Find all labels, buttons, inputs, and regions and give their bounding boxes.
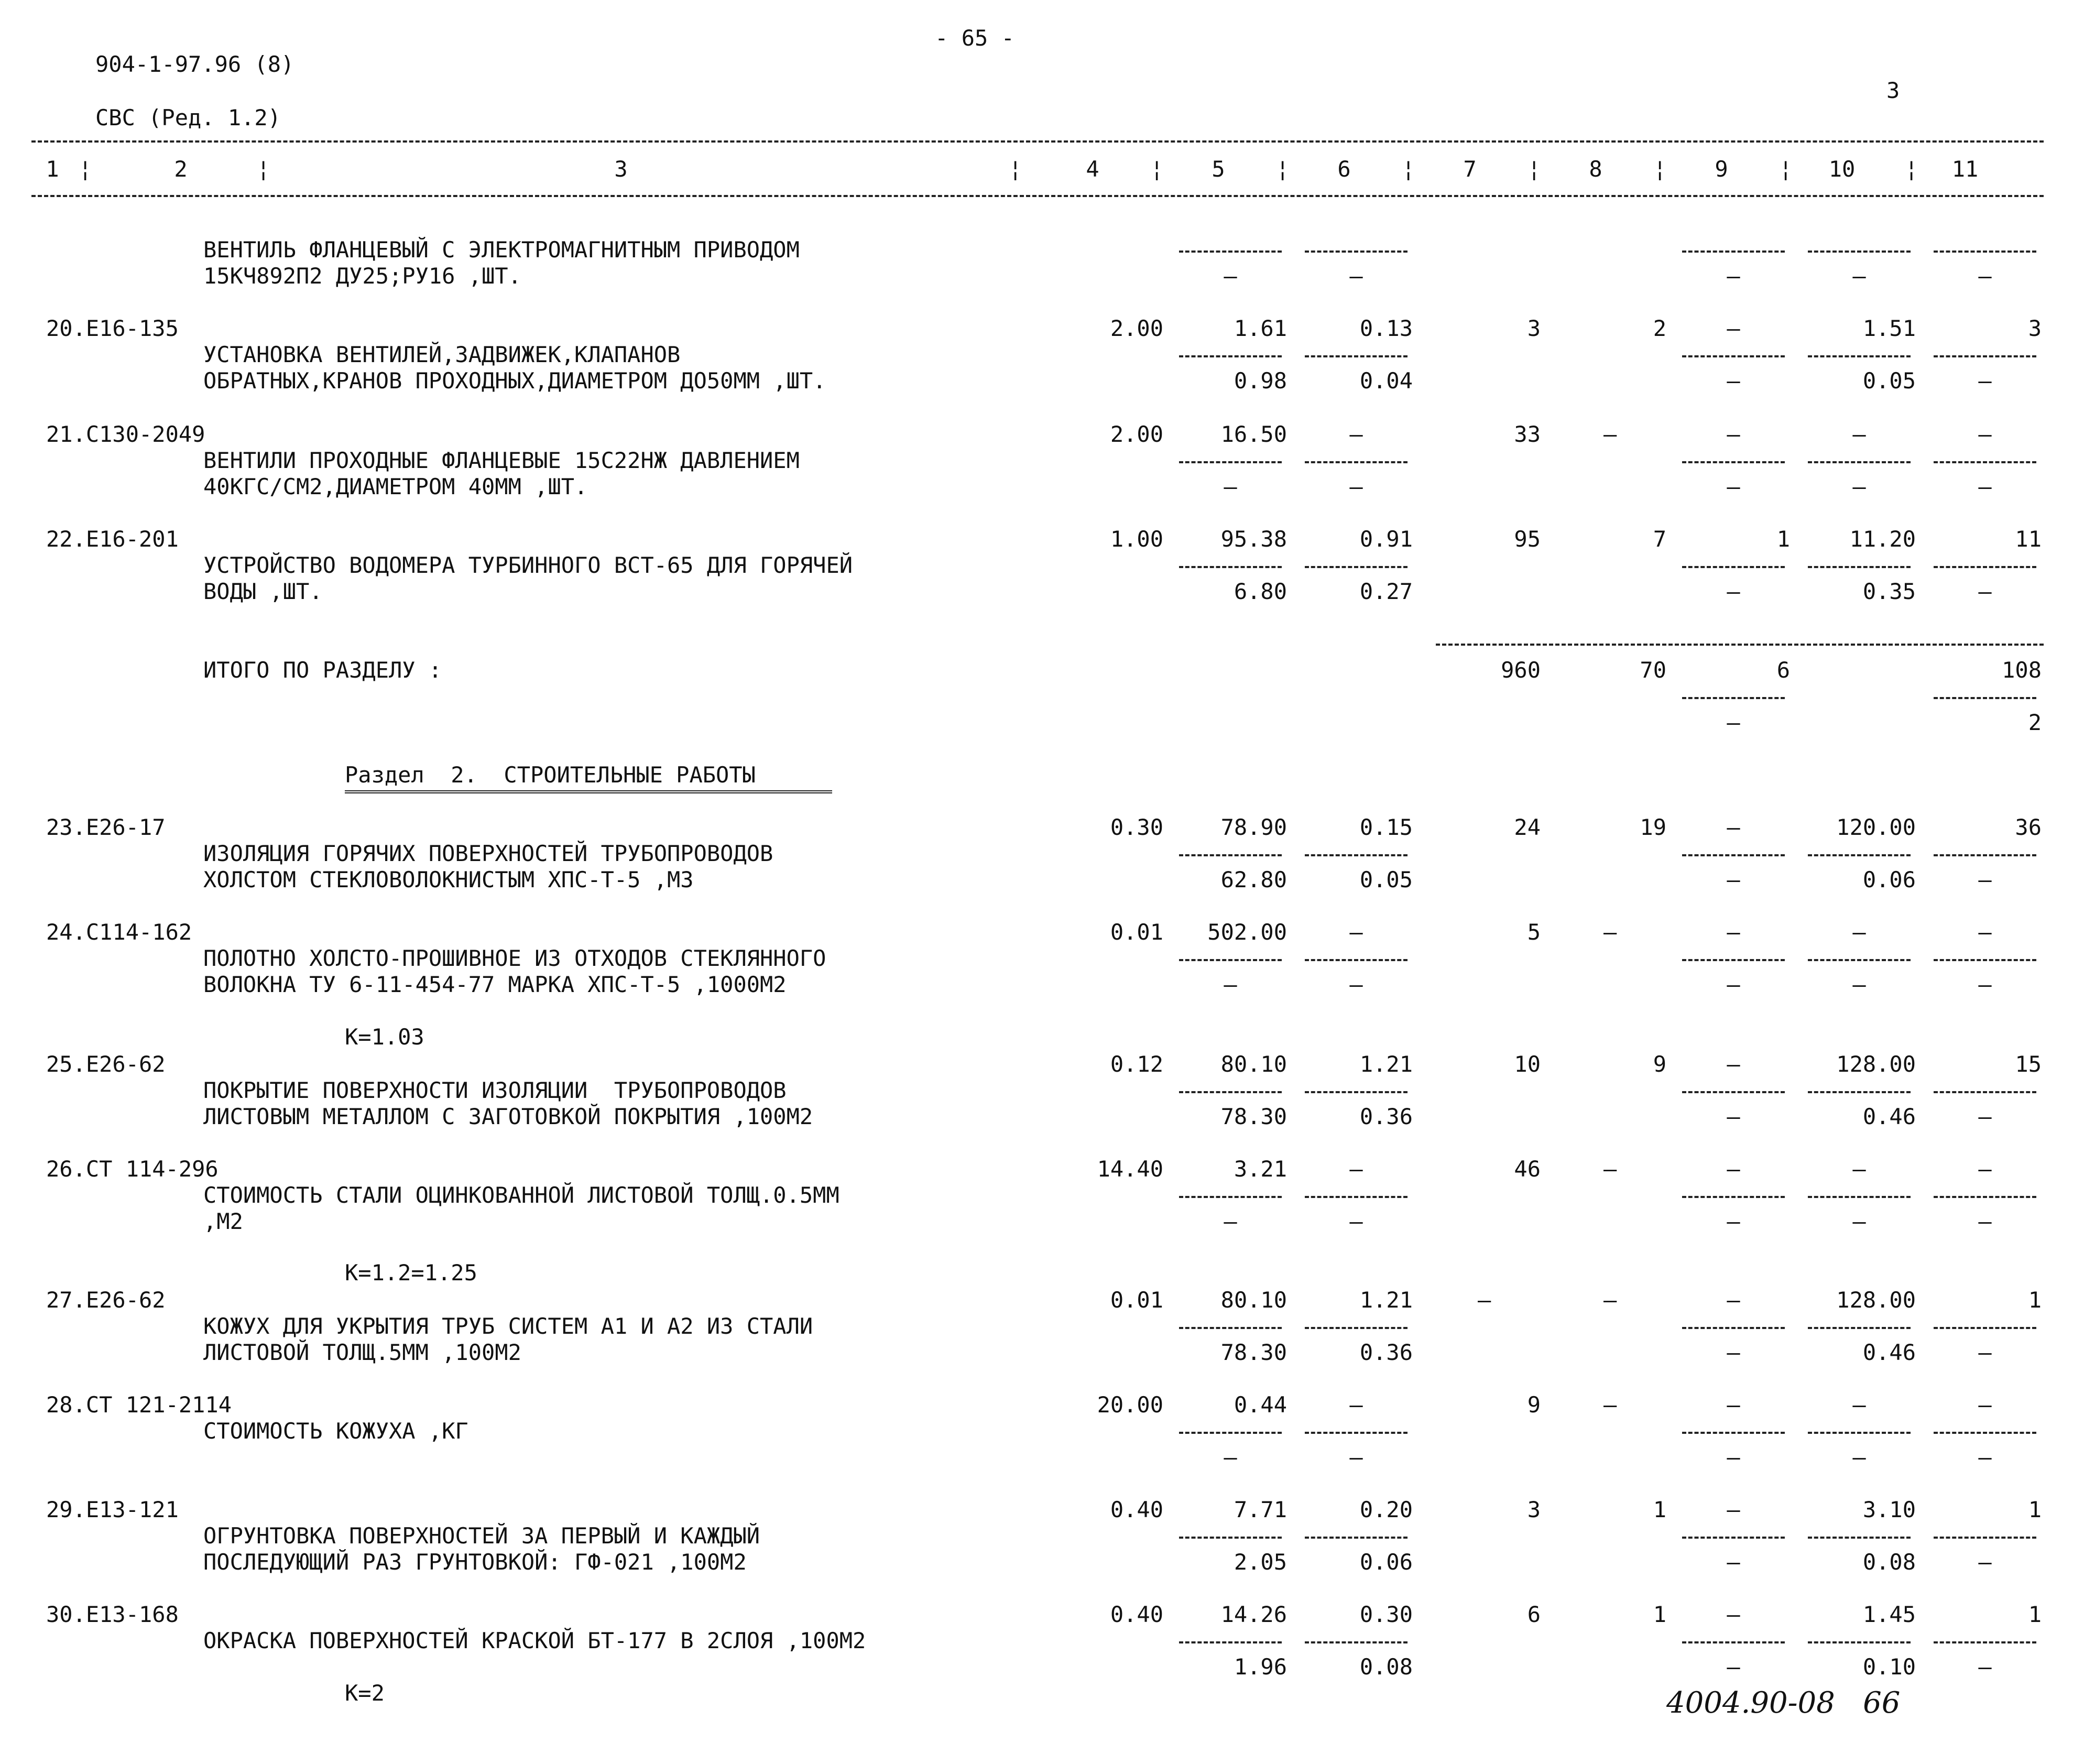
- row-col7: 10: [1514, 1051, 1541, 1077]
- row-divider-line: [1305, 959, 1408, 961]
- row-col8: –: [1603, 421, 1617, 447]
- row-col6: 1.21: [1359, 1287, 1413, 1313]
- total-col9-base: –: [1727, 710, 1740, 735]
- row-col5-base: 6.80: [1234, 579, 1287, 604]
- column-header-1: 1: [46, 156, 59, 182]
- row-col10-base: 0.46: [1862, 1104, 1916, 1129]
- row-col4: 0.40: [1110, 1602, 1163, 1627]
- row-divider-line: [1682, 959, 1785, 961]
- row-col5-base: –: [1224, 474, 1237, 499]
- row-divider-line: [1179, 1091, 1282, 1093]
- row-divider-line: [1179, 355, 1282, 357]
- row-col4: 0.01: [1110, 1287, 1163, 1313]
- row-col9: –: [1727, 919, 1740, 945]
- column-header-3: 3: [614, 156, 628, 182]
- row-col9: –: [1727, 1287, 1740, 1313]
- total-col11-base: 2: [2028, 710, 2042, 735]
- row-divider-line: [1305, 1196, 1408, 1198]
- row-col6-base: 0.06: [1359, 1549, 1413, 1575]
- row-col5: 80.10: [1220, 1287, 1287, 1313]
- row-col4: 20.00: [1097, 1392, 1163, 1418]
- total-col9: 6: [1776, 657, 1790, 683]
- row-divider-line: [1682, 1641, 1785, 1643]
- row-col6-base: –: [1349, 1444, 1363, 1470]
- column-header-7: 7: [1463, 156, 1477, 182]
- row-divider-line: [1305, 1641, 1408, 1643]
- row-col11-base: –: [1978, 1208, 1992, 1234]
- row-divider-line: [1808, 1196, 1911, 1198]
- row-col10: 120.00: [1836, 814, 1916, 840]
- row-divider-line: [1682, 566, 1785, 568]
- row-description: 40КГС/СМ2,ДИАМЕТРОМ 40ММ ,ШТ.: [203, 474, 588, 499]
- column-header-9: 9: [1715, 156, 1728, 182]
- row-col10: 11.20: [1849, 526, 1916, 552]
- row-divider-line: [1808, 959, 1911, 961]
- row-col5: 3.21: [1234, 1156, 1287, 1182]
- total-col8: 70: [1640, 657, 1666, 683]
- row-description: ВОЛОКНА ТУ 6-11-454-77 МАРКА ХПС-Т-5 ,1000М2: [203, 972, 787, 997]
- row-col10-base: –: [1852, 263, 1866, 289]
- row-divider-line: [1179, 461, 1282, 463]
- row-divider-line: [1179, 854, 1282, 856]
- row-divider-line: [1682, 251, 1785, 253]
- row-divider-line: [1934, 1327, 2036, 1329]
- column-divider: ¦: [1402, 156, 1415, 182]
- row-col8: 9: [1653, 1051, 1666, 1077]
- row-col9-base: –: [1727, 1208, 1740, 1234]
- row-divider-line: [1682, 1196, 1785, 1198]
- column-header-10: 10: [1828, 156, 1856, 182]
- row-divider-line: [1305, 251, 1408, 253]
- row-col4: 0.01: [1110, 919, 1163, 945]
- row-divider-line: [1808, 1327, 1911, 1329]
- row-description: УСТАНОВКА ВЕНТИЛЕЙ,ЗАДВИЖЕК,КЛАПАНОВ: [203, 342, 681, 367]
- row-col5: 95.38: [1220, 526, 1287, 552]
- row-divider-line: [1934, 355, 2036, 357]
- row-divider-line: [1934, 1196, 2036, 1198]
- row-col11-base: –: [1978, 579, 1992, 604]
- row-col6-base: 0.04: [1359, 368, 1413, 394]
- row-col7: 5: [1527, 919, 1541, 945]
- row-col5: 1.61: [1234, 315, 1287, 341]
- row-divider-line: [1934, 697, 2036, 699]
- column-header-8: 8: [1589, 156, 1602, 182]
- row-col7: 33: [1514, 421, 1541, 447]
- handwritten-stamp: 4004.90-08 66: [1666, 1686, 1901, 1720]
- row-col5-base: –: [1224, 1208, 1237, 1234]
- row-divider-line: [1808, 1432, 1911, 1434]
- column-divider: ¦: [1779, 156, 1793, 182]
- row-col6-base: –: [1349, 263, 1363, 289]
- row-col10: –: [1852, 1392, 1866, 1418]
- row-col6: 0.91: [1359, 526, 1413, 552]
- row-col7: 24: [1514, 814, 1541, 840]
- row-col5-base: –: [1224, 972, 1237, 997]
- column-divider: ¦: [1009, 156, 1022, 182]
- row-col9-base: –: [1727, 263, 1740, 289]
- row-divider-line: [1682, 355, 1785, 357]
- row-col6-base: –: [1349, 1208, 1363, 1234]
- row-divider-line: [1682, 854, 1785, 856]
- row-col9-base: –: [1727, 579, 1740, 604]
- row-divider-line: [1179, 251, 1282, 253]
- row-divider-line: [1934, 461, 2036, 463]
- row-col6: 0.30: [1359, 1602, 1413, 1627]
- row-col9-base: –: [1727, 972, 1740, 997]
- row-col4: 0.30: [1110, 814, 1163, 840]
- row-divider-line: [1808, 251, 1911, 253]
- section-title-underline: [345, 790, 832, 793]
- row-divider-line: [1808, 566, 1911, 568]
- row-divider-line: [1808, 1091, 1911, 1093]
- column-header-2: 2: [174, 156, 188, 182]
- column-divider: ¦: [1653, 156, 1667, 182]
- row-divider-line: [1934, 854, 2036, 856]
- row-col8: 7: [1653, 526, 1666, 552]
- row-col6-base: –: [1349, 972, 1363, 997]
- row-col4: 1.00: [1110, 526, 1163, 552]
- row-divider-line: [1682, 1537, 1785, 1539]
- row-col9-base: –: [1727, 474, 1740, 499]
- row-col8: 2: [1653, 315, 1666, 341]
- row-col8: –: [1603, 1287, 1617, 1313]
- row-col9-base: –: [1727, 1444, 1740, 1470]
- row-col5: 0.44: [1234, 1392, 1287, 1418]
- row-divider-line: [1808, 854, 1911, 856]
- row-col7: 46: [1514, 1156, 1541, 1182]
- row-col7: 3: [1527, 1497, 1541, 1522]
- row-col11-base: –: [1978, 972, 1992, 997]
- row-col11-base: –: [1978, 1444, 1992, 1470]
- row-code: 30.Е13-168: [46, 1602, 179, 1627]
- row-col9: –: [1727, 1602, 1740, 1627]
- row-col10-base: 0.46: [1862, 1340, 1916, 1365]
- row-col6: –: [1349, 421, 1363, 447]
- row-col9: –: [1727, 1051, 1740, 1077]
- row-col6: 1.21: [1359, 1051, 1413, 1077]
- row-divider-line: [1305, 1537, 1408, 1539]
- row-code: 24.С114-162: [46, 919, 192, 945]
- row-divider-line: [1808, 461, 1911, 463]
- row-col7: 3: [1527, 315, 1541, 341]
- row-col5: 16.50: [1220, 421, 1287, 447]
- row-col8: –: [1603, 1392, 1617, 1418]
- row-col5-base: 62.80: [1220, 867, 1287, 892]
- total-col11: 108: [2002, 657, 2042, 683]
- row-description: 15КЧ892П2 ДУ25;РУ16 ,ШТ.: [203, 263, 521, 289]
- row-col9-base: –: [1727, 1549, 1740, 1575]
- row-description: ПОЛОТНО ХОЛСТО-ПРОШИВНОЕ ИЗ ОТХОДОВ СТЕКЛЯННОГО: [203, 945, 826, 971]
- row-divider-line: [1682, 1327, 1785, 1329]
- row-code: 28.СТ 121-2114: [46, 1392, 232, 1418]
- column-divider: ¦: [79, 156, 92, 182]
- row-code: 23.Е26-17: [46, 814, 166, 840]
- row-col4: 2.00: [1110, 421, 1163, 447]
- row-col8: 19: [1640, 814, 1666, 840]
- row-col5-base: 2.05: [1234, 1549, 1287, 1575]
- row-col10: 128.00: [1836, 1287, 1916, 1313]
- row-col4: 0.12: [1110, 1051, 1163, 1077]
- row-col11: 36: [2015, 814, 2042, 840]
- row-description: ХОЛСТОМ СТЕКЛОВОЛОКНИСТЫМ ХПС-Т-5 ,М3: [203, 867, 694, 892]
- row-description: ,М2: [203, 1208, 243, 1234]
- coefficient-note: К=1.2=1.25: [345, 1260, 477, 1286]
- row-description: СТОИМОСТЬ СТАЛИ ОЦИНКОВАННОЙ ЛИСТОВОЙ ТОЛЩ.0.5ММ: [203, 1182, 839, 1208]
- row-col7: 95: [1514, 526, 1541, 552]
- row-col6: –: [1349, 1156, 1363, 1182]
- column-divider: ¦: [1905, 156, 1918, 182]
- row-col10-base: 0.08: [1862, 1549, 1916, 1575]
- row-col7: –: [1478, 1287, 1491, 1313]
- total-label: ИТОГО ПО РАЗДЕЛУ :: [203, 657, 442, 683]
- column-divider: ¦: [1528, 156, 1541, 182]
- row-description: УСТРОЙСТВО ВОДОМЕРА ТУРБИННОГО ВСТ-65 ДЛЯ ГОРЯЧЕЙ: [203, 552, 853, 578]
- row-col5: 7.71: [1234, 1497, 1287, 1522]
- row-divider-line: [1179, 1641, 1282, 1643]
- row-code: 21.С130-2049: [46, 421, 205, 447]
- row-col6: –: [1349, 1392, 1363, 1418]
- row-col9: –: [1727, 1392, 1740, 1418]
- row-col10: –: [1852, 919, 1866, 945]
- row-col9-base: –: [1727, 1340, 1740, 1365]
- row-col11-base: –: [1978, 368, 1992, 394]
- row-col11-base: –: [1978, 1549, 1992, 1575]
- row-divider-line: [1179, 1432, 1282, 1434]
- row-divider-line: [1934, 251, 2036, 253]
- row-col9: –: [1727, 814, 1740, 840]
- row-col11: –: [1978, 1392, 1992, 1418]
- row-col10: 128.00: [1836, 1051, 1916, 1077]
- row-col11: –: [1978, 1156, 1992, 1182]
- row-col9-base: –: [1727, 368, 1740, 394]
- row-col4: 14.40: [1097, 1156, 1163, 1182]
- page-number: - 65 -: [935, 25, 1014, 51]
- row-divider-line: [1934, 959, 2036, 961]
- column-divider: ¦: [1150, 156, 1164, 182]
- row-code: 26.СТ 114-296: [46, 1156, 219, 1182]
- row-description: ПОКРЫТИЕ ПОВЕРХНОСТИ ИЗОЛЯЦИИ ТРУБОПРОВОДОВ: [203, 1077, 787, 1103]
- row-description: ОГРУНТОВКА ПОВЕРХНОСТЕЙ ЗА ПЕРВЫЙ И КАЖДЫЙ: [203, 1523, 760, 1549]
- row-col9-base: –: [1727, 867, 1740, 892]
- row-description: ЛИСТОВЫМ МЕТАЛЛОМ С ЗАГОТОВКОЙ ПОКРЫТИЯ ,100М2: [203, 1104, 813, 1129]
- header-bottom-rule: [31, 195, 2044, 197]
- row-col11-base: –: [1978, 1104, 1992, 1129]
- column-divider: ¦: [1276, 156, 1290, 182]
- row-divider-line: [1305, 355, 1408, 357]
- row-divider-line: [1934, 1641, 2036, 1643]
- row-col4: 2.00: [1110, 315, 1163, 341]
- row-col6-base: 0.27: [1359, 579, 1413, 604]
- row-col6: 0.15: [1359, 814, 1413, 840]
- row-col11: 1: [2028, 1497, 2042, 1522]
- row-divider-line: [1305, 854, 1408, 856]
- row-col11-base: –: [1978, 474, 1992, 499]
- program-name: СВС (Ред. 1.2): [95, 105, 281, 130]
- column-divider: ¦: [257, 156, 270, 182]
- row-col9: –: [1727, 1497, 1740, 1522]
- row-description: СТОИМОСТЬ КОЖУХА ,КГ: [203, 1418, 468, 1444]
- row-col9-base: –: [1727, 1654, 1740, 1680]
- column-header-5: 5: [1212, 156, 1225, 182]
- row-description: ИЗОЛЯЦИЯ ГОРЯЧИХ ПОВЕРХНОСТЕЙ ТРУБОПРОВОДОВ: [203, 841, 773, 866]
- row-col10: –: [1852, 421, 1866, 447]
- row-divider-line: [1682, 697, 1785, 699]
- row-col10-base: 0.10: [1862, 1654, 1916, 1680]
- row-col5-base: –: [1224, 263, 1237, 289]
- row-col11: –: [1978, 421, 1992, 447]
- row-col6-base: 0.36: [1359, 1104, 1413, 1129]
- row-divider-line: [1934, 566, 2036, 568]
- row-col5: 78.90: [1220, 814, 1287, 840]
- coefficient-note: К=2: [345, 1680, 385, 1706]
- header-top-rule: [31, 140, 2044, 143]
- row-col8: 1: [1653, 1602, 1666, 1627]
- row-code: 22.Е16-201: [46, 526, 179, 552]
- row-divider-line: [1682, 1432, 1785, 1434]
- row-description: ВЕНТИЛИ ПРОХОДНЫЕ ФЛАНЦЕВЫЕ 15С22НЖ ДАВЛЕНИЕМ: [203, 448, 800, 473]
- row-col6-base: 0.05: [1359, 867, 1413, 892]
- row-col5: 502.00: [1207, 919, 1287, 945]
- row-col6-base: 0.36: [1359, 1340, 1413, 1365]
- row-col7: 6: [1527, 1602, 1541, 1627]
- row-divider-line: [1934, 1432, 2036, 1434]
- row-col9-base: –: [1727, 1104, 1740, 1129]
- row-col9: –: [1727, 315, 1740, 341]
- row-divider-line: [1808, 1537, 1911, 1539]
- row-col6: 0.13: [1359, 315, 1413, 341]
- row-col10: –: [1852, 1156, 1866, 1182]
- row-code: 29.Е13-121: [46, 1497, 179, 1522]
- column-header-11: 11: [1951, 156, 1979, 182]
- row-divider-line: [1808, 355, 1911, 357]
- total-col7: 960: [1501, 657, 1541, 683]
- row-col7: 9: [1527, 1392, 1541, 1418]
- row-divider-line: [1305, 461, 1408, 463]
- row-col10: 3.10: [1862, 1497, 1916, 1522]
- section-title: Раздел 2. СТРОИТЕЛЬНЫЕ РАБОТЫ: [345, 762, 756, 788]
- row-col10-base: –: [1852, 972, 1866, 997]
- row-col11: 3: [2028, 315, 2042, 341]
- row-col5: 80.10: [1220, 1051, 1287, 1077]
- row-description: ВОДЫ ,ШТ.: [203, 579, 323, 604]
- column-header-4: 4: [1086, 156, 1099, 182]
- row-col11-base: –: [1978, 263, 1992, 289]
- row-divider-line: [1179, 1327, 1282, 1329]
- sheet-number: 3: [1886, 78, 1900, 103]
- row-col8: 1: [1653, 1497, 1666, 1522]
- row-col11-base: –: [1978, 1340, 1992, 1365]
- row-divider-line: [1305, 1432, 1408, 1434]
- total-rule: [1436, 644, 2044, 646]
- row-divider-line: [1305, 566, 1408, 568]
- row-divider-line: [1682, 1091, 1785, 1093]
- row-col11: 15: [2015, 1051, 2042, 1077]
- row-col11-base: –: [1978, 867, 1992, 892]
- document-code: 904-1-97.96 (8): [95, 51, 294, 77]
- row-col11: 1: [2028, 1287, 2042, 1313]
- row-divider-line: [1934, 1537, 2036, 1539]
- row-col5-base: 0.98: [1234, 368, 1287, 394]
- row-col5-base: 78.30: [1220, 1340, 1287, 1365]
- row-col10-base: –: [1852, 1444, 1866, 1470]
- row-col4: 0.40: [1110, 1497, 1163, 1522]
- row-col10-base: 0.05: [1862, 368, 1916, 394]
- row-divider-line: [1934, 1091, 2036, 1093]
- row-divider-line: [1305, 1091, 1408, 1093]
- row-description: ЛИСТОВОЙ ТОЛЩ.5ММ ,100М2: [203, 1340, 521, 1365]
- row-description: ПОСЛЕДУЮЩИЙ РАЗ ГРУНТОВКОЙ: ГФ-021 ,100М2: [203, 1549, 747, 1575]
- row-col5-base: 78.30: [1220, 1104, 1287, 1129]
- row-description: ОКРАСКА ПОВЕРХНОСТЕЙ КРАСКОЙ БТ-177 В 2СЛОЯ ,100М2: [203, 1628, 866, 1653]
- row-col6-base: 0.08: [1359, 1654, 1413, 1680]
- row-col8: –: [1603, 1156, 1617, 1182]
- row-col11: –: [1978, 919, 1992, 945]
- row-col10-base: 0.35: [1862, 579, 1916, 604]
- row-divider-line: [1682, 461, 1785, 463]
- row-description: ОБРАТНЫХ,КРАНОВ ПРОХОДНЫХ,ДИАМЕТРОМ ДО50ММ ,ШТ.: [203, 368, 826, 394]
- row-col9: –: [1727, 1156, 1740, 1182]
- row-col11: 11: [2015, 526, 2042, 552]
- coefficient-note: К=1.03: [345, 1024, 424, 1050]
- row-code: 20.Е16-135: [46, 315, 179, 341]
- row-col11-base: –: [1978, 1654, 1992, 1680]
- row-col10-base: 0.06: [1862, 867, 1916, 892]
- row-col5: 14.26: [1220, 1602, 1287, 1627]
- row-divider-line: [1305, 1327, 1408, 1329]
- row-col10: 1.51: [1862, 315, 1916, 341]
- row-code: 27.Е26-62: [46, 1287, 166, 1313]
- row-code: 25.Е26-62: [46, 1051, 166, 1077]
- row-divider-line: [1808, 1641, 1911, 1643]
- row-col11: 1: [2028, 1602, 2042, 1627]
- row-description: КОЖУХ ДЛЯ УКРЫТИЯ ТРУБ СИСТЕМ А1 И А2 ИЗ СТАЛИ: [203, 1313, 813, 1339]
- row-col9: 1: [1776, 526, 1790, 552]
- row-col6: –: [1349, 919, 1363, 945]
- row-col10-base: –: [1852, 474, 1866, 499]
- row-col6-base: –: [1349, 474, 1363, 499]
- row-col6: 0.20: [1359, 1497, 1413, 1522]
- row-col10: 1.45: [1862, 1602, 1916, 1627]
- row-col5-base: 1.96: [1234, 1654, 1287, 1680]
- row-col5-base: –: [1224, 1444, 1237, 1470]
- row-divider-line: [1179, 1537, 1282, 1539]
- row-divider-line: [1179, 1196, 1282, 1198]
- column-header-6: 6: [1337, 156, 1351, 182]
- row-divider-line: [1179, 566, 1282, 568]
- row-col9: –: [1727, 421, 1740, 447]
- row-description: ВЕНТИЛЬ ФЛАНЦЕВЫЙ С ЭЛЕКТРОМАГНИТНЫМ ПРИВОДОМ: [203, 237, 800, 263]
- row-col10-base: –: [1852, 1208, 1866, 1234]
- row-divider-line: [1179, 959, 1282, 961]
- row-col8: –: [1603, 919, 1617, 945]
